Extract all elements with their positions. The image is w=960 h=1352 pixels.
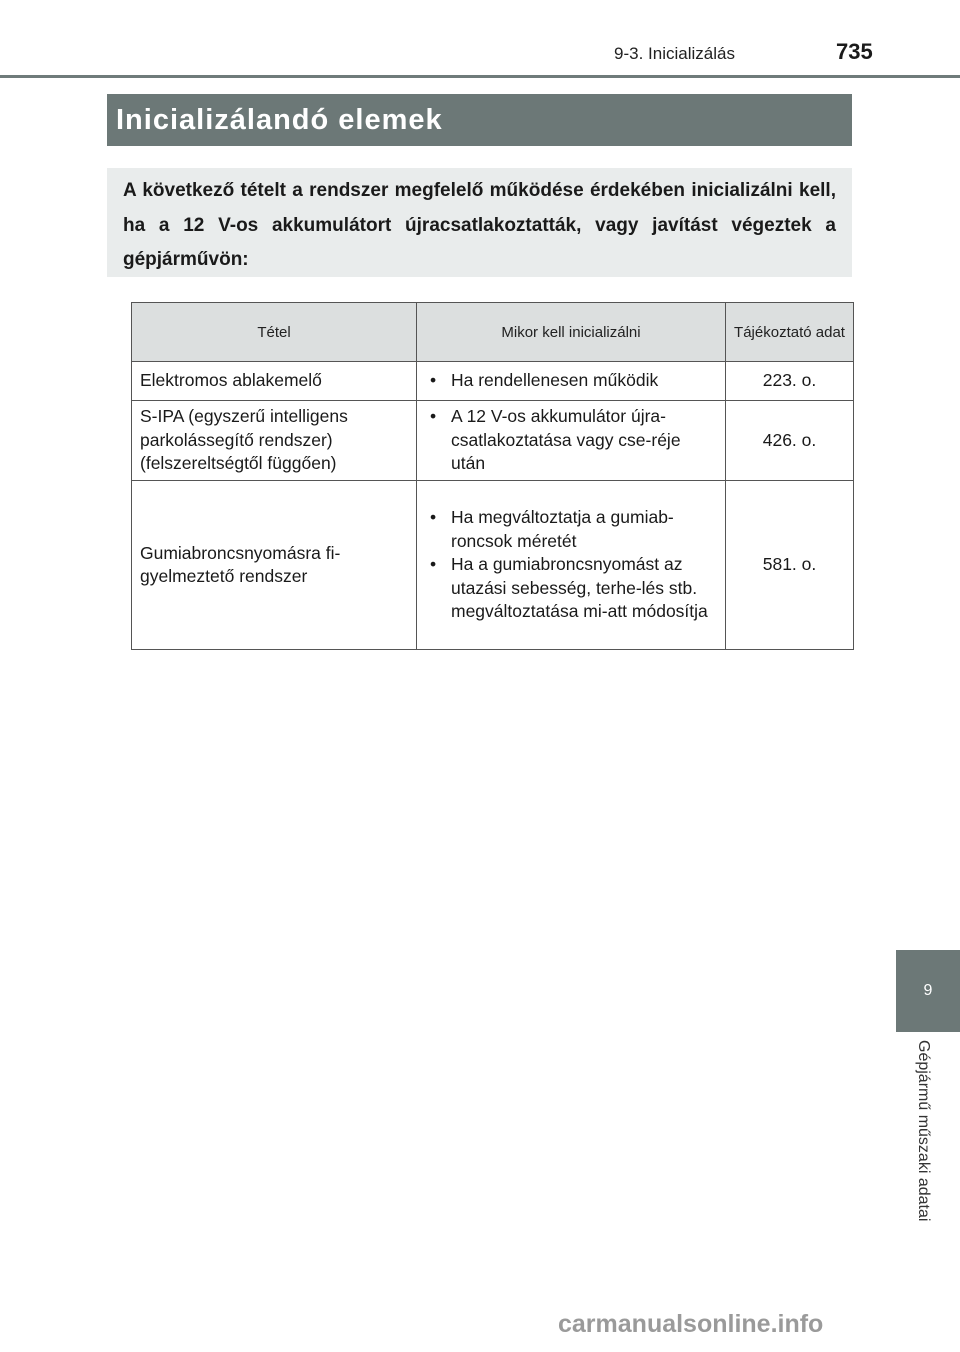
item-cell: S-IPA (egyszerű intelligens parkolássegítő rendszer) (felszereltségtől függően) — [132, 401, 417, 481]
initialization-table — [131, 302, 854, 650]
when-list-item: • A 12 V-os akkumulátor újra-csatlakoztatása vagy cse-réje után — [425, 405, 717, 476]
intro-text: A következő tételt a rendszer megfelelő működése érdekében inicializálni kell, ha a 12 V-os akkumulátort újracsatlakoztatták, vagy javítást végeztek a gépjárművön: — [123, 180, 836, 270]
page-number: 735 — [836, 39, 873, 64]
when-cell — [417, 401, 726, 481]
when-cell — [417, 481, 726, 650]
reference-cell: 581. o. — [726, 481, 854, 650]
when-list-item: • Ha megváltoztatja a gumiab-roncsok méretét — [425, 506, 717, 553]
table-row — [132, 401, 854, 481]
item-cell: Elektromos ablakemelő — [132, 362, 417, 401]
table-row — [132, 362, 854, 401]
chapter-tab — [896, 950, 960, 1032]
title-bar — [107, 94, 852, 146]
intro-box — [107, 168, 852, 277]
when-list — [425, 369, 717, 393]
header-section-title: 9-3. Inicializálás — [614, 44, 735, 63]
reference-cell: 426. o. — [726, 401, 854, 481]
column-header-item: Tétel — [132, 303, 417, 362]
item-cell: Gumiabroncsnyomásra fi-gyelmeztető rendszer — [132, 481, 417, 650]
chapter-label: Gépjármű műszaki adatai — [915, 1040, 932, 1222]
watermark: carmanualsonline.info — [558, 1310, 824, 1338]
page-title: Inicializálandó elemek — [116, 103, 443, 136]
when-list-item: • Ha a gumiabroncsnyomást az utazási sebesség, terhe-lés stb. megváltoztatása mi-att módosítja — [425, 553, 717, 624]
reference-cell: 223. o. — [726, 362, 854, 401]
table-header-row — [132, 303, 854, 362]
header-divider — [0, 75, 960, 78]
when-list — [425, 405, 717, 476]
chapter-number: 9 — [923, 982, 933, 999]
when-cell — [417, 362, 726, 401]
column-header-reference: Tájékoztató adat — [726, 303, 854, 362]
when-list — [425, 506, 717, 624]
column-header-when: Mikor kell inicializálni — [417, 303, 726, 362]
table-row — [132, 481, 854, 650]
when-list-item: • Ha rendellenesen működik — [425, 369, 717, 393]
